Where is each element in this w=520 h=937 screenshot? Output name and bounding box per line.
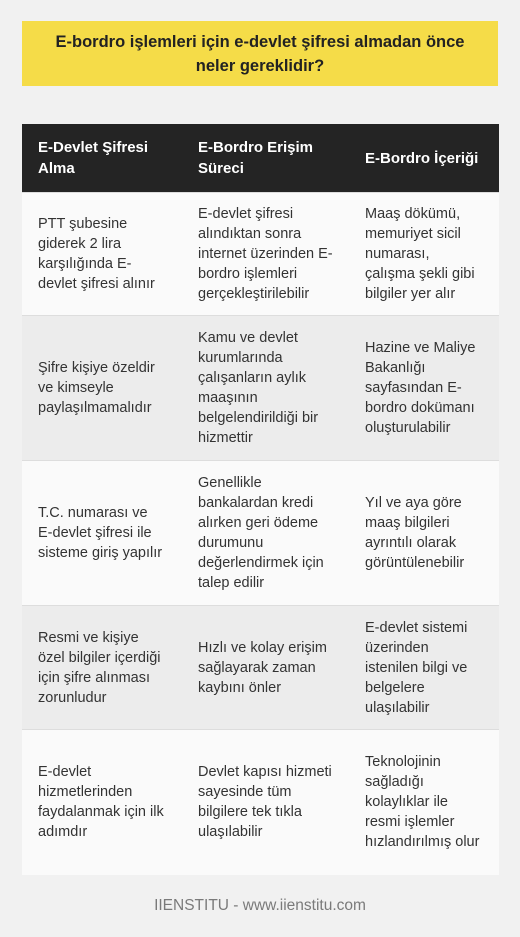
table-row — [22, 606, 499, 730]
footer-credit: IIENSTITU - www.iienstitu.com — [154, 897, 366, 914]
table-cell: PTT şubesine giderek 2 lira karşılığında E-devlet şifresi alınır — [22, 193, 182, 316]
table-cell: Şifre kişiye özeldir ve kimseyle paylaşılmamalıdır — [22, 316, 182, 461]
table-cell: E-devlet sistemi üzerinden istenilen bilgi ve belgelere ulaşılabilir — [349, 606, 499, 730]
table-row — [22, 730, 499, 875]
table-cell: Resmi ve kişiye özel bilgiler içerdiği için şifre alınması zorunludur — [22, 606, 182, 730]
table-row — [22, 193, 499, 316]
table-cell: T.C. numarası ve E-devlet şifresi ile sisteme giriş yapılır — [22, 461, 182, 606]
table-cell: E-devlet şifresi alındıktan sonra internet üzerinden E-bordro işlemleri gerçekleştirilebilir — [182, 193, 349, 316]
table-row — [22, 461, 499, 606]
info-table — [22, 124, 499, 875]
table-cell: Yıl ve aya göre maaş bilgileri ayrıntılı olarak görüntülenebilir — [349, 461, 499, 606]
table-cell: Hızlı ve kolay erişim sağlayarak zaman kaybını önler — [182, 606, 349, 730]
column-header: E-Bordro Erişim Süreci — [182, 124, 349, 193]
page-title: E-bordro işlemleri için e-devlet şifresi almadan önce neler gereklidir? — [22, 21, 498, 86]
table-header-row — [22, 124, 499, 193]
table-cell: Kamu ve devlet kurumlarında çalışanların aylık maaşının belgelendirildiği bir hizmettir — [182, 316, 349, 461]
table-cell: Devlet kapısı hizmeti sayesinde tüm bilgilere tek tıkla ulaşılabilir — [182, 730, 349, 875]
column-header: E-Devlet Şifresi Alma — [22, 124, 182, 193]
table-row — [22, 316, 499, 461]
table-cell: Maaş dökümü, memuriyet sicil numarası, çalışma şekli gibi bilgiler yer alır — [349, 193, 499, 316]
table-cell: Teknolojinin sağladığı kolaylıklar ile resmi işlemler hızlandırılmış olur — [349, 730, 499, 875]
table-cell: Hazine ve Maliye Bakanlığı sayfasından E-bordro dokümanı oluşturulabilir — [349, 316, 499, 461]
table-cell: Genellikle bankalardan kredi alırken geri ödeme durumunu değerlendirmek için talep edilir — [182, 461, 349, 606]
table-cell: E-devlet hizmetlerinden faydalanmak için ilk adımdır — [22, 730, 182, 875]
column-header: E-Bordro İçeriği — [349, 124, 499, 193]
